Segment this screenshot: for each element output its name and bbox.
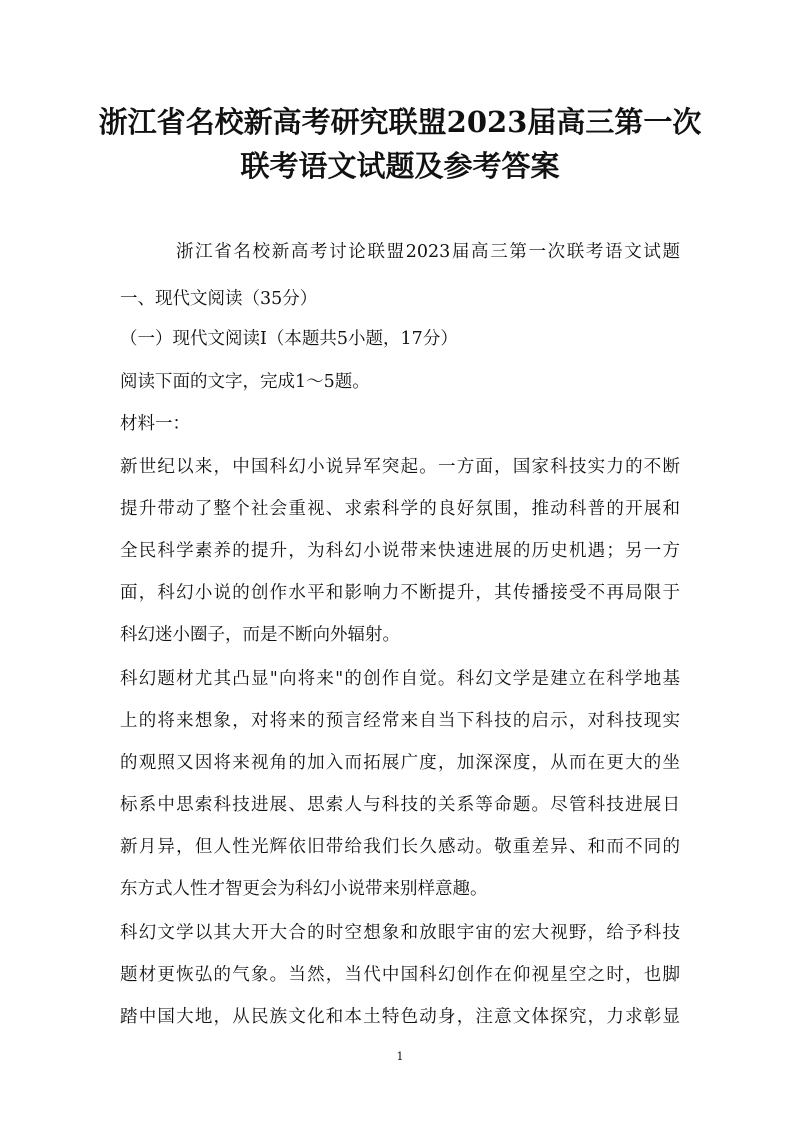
paragraph-2-line-2: 上的将来想象，对将来的预言经常来自当下科技的启示，对科技现实 [120,711,680,731]
paragraph-3-line-3: 踏中国大地，从民族文化和本土特色动身，注意文体探究，力求彰显 [120,1007,680,1027]
paragraph-2-line-4: 标系中思索科技进展、思索人与科技的关系等命题。尽管科技进展日 [120,795,680,815]
paragraph-1-line-2: 提升带动了整个社会重视、求索科学的良好氛围，推动科普的开展和 [120,499,680,519]
paragraph-3-line-1: 科幻文学以其大开大合的时空想象和放眼宇宙的宏大视野，给予科技 [120,923,680,943]
material-label: 材料一： [120,414,190,434]
paragraph-1-line-1: 新世纪以来，中国科幻小说异军突起。一方面，国家科技实力的不断 [120,457,680,477]
paragraph-2-line-5: 新月异，但人性光辉依旧带给我们长久感动。敬重差异、和而不同的 [120,837,680,857]
paragraph-1-line-5: 科幻迷小圈子，而是不断向外辐射。 [120,625,400,645]
subsection-heading: （一）现代文阅读Ⅰ（本题共5小题，17分） [120,329,458,349]
paragraph-1-line-3: 全民科学素养的提升，为科幻小说带来快速进展的历史机遇；另一方 [120,541,680,561]
paragraph-2-line-3: 的观照又因将来视角的加入而拓展广度，加深深度，从而在更大的坐 [120,753,680,773]
paragraph-1-line-4: 面，科幻小说的创作水平和影响力不断提升，其传播接受不再局限于 [120,583,680,603]
reading-instruction: 阅读下面的文字，完成1～5题。 [120,372,370,392]
section-heading: 一、现代文阅读（35分） [120,289,318,309]
document-title-line-1: 浙江省名校新高考研究联盟2023届高三第一次 [98,105,702,139]
page-number: 1 [396,1050,404,1063]
document-title-line-2: 联考语文试题及参考答案 [240,149,560,183]
paragraph-2-line-6: 东方式人性才智更会为科幻小说带来别样意趣。 [120,879,488,899]
paragraph-3-line-2: 题材更恢弘的气象。当然，当代中国科幻创作在仰视星空之时，也脚 [120,965,680,985]
exam-subtitle: 浙江省名校新高考讨论联盟2023届高三第一次联考语文试题 [176,242,680,262]
paragraph-2-line-1: 科幻题材尤其凸显"向将来"的创作自觉。科幻文学是建立在科学地基 [120,669,680,689]
